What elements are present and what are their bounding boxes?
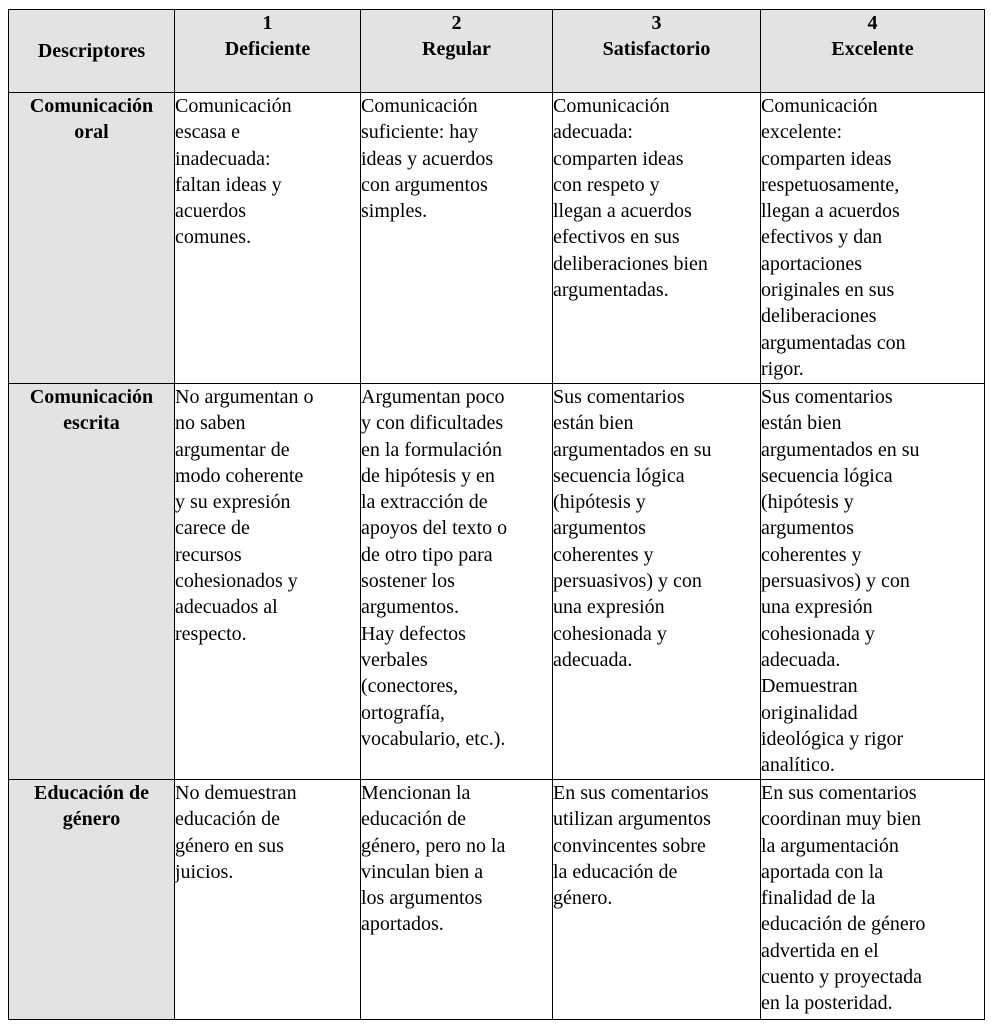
level-number: 3 <box>651 12 662 34</box>
level-label: Excelente <box>831 38 914 60</box>
cell-text: Comunicación escasa e inadecuada: faltan ideas y acuerdos comunes. <box>175 95 292 249</box>
header-level-4 <box>761 10 985 93</box>
rubric-table <box>8 9 985 1020</box>
cell-text: En sus comentarios utilizan argumentos convincentes sobre la educación de género. <box>553 782 711 910</box>
cell-deficiente <box>175 93 361 384</box>
cell-regular <box>361 93 553 384</box>
cell-satisfactorio <box>553 93 761 384</box>
cell-text: No demuestran educación de género en sus juicios. <box>175 782 297 883</box>
cell-text: Mencionan la educación de género, pero no la vinculan bien a los argumentos aportados. <box>361 782 506 936</box>
level-label: Satisfactorio <box>602 38 711 60</box>
level-number: 1 <box>262 12 273 34</box>
row-descriptor-label: Educación de género <box>33 782 150 830</box>
cell-satisfactorio <box>553 780 761 1020</box>
cell-text: Sus comentarios están bien argumentados en su secuencia lógica (hipótesis y argumentos coherentes y persuasivos) y con una expresión cohesionada y adecuada. <box>553 386 712 671</box>
row-descriptor-label: Comunicación escrita <box>29 386 154 434</box>
cell-regular <box>361 780 553 1020</box>
header-level-2 <box>361 10 553 93</box>
cell-excelente <box>761 93 985 384</box>
cell-deficiente <box>175 780 361 1020</box>
level-label: Regular <box>422 38 491 60</box>
cell-regular <box>361 384 553 780</box>
cell-deficiente <box>175 384 361 780</box>
cell-text: No argumentan o no saben argumentar de modo coherente y su expresión carece de recursos cohesionados y adecuados al respecto. <box>175 386 314 645</box>
row-educacion-genero <box>9 780 985 1020</box>
row-comunicacion-oral <box>9 93 985 384</box>
cell-satisfactorio <box>553 384 761 780</box>
header-level-1 <box>175 10 361 93</box>
cell-excelente <box>761 384 985 780</box>
cell-text: En sus comentarios coordinan muy bien la argumentación aportada con la finalidad de la educación de género advertida en el cuento y proyectada en la posteridad. <box>761 782 926 1015</box>
cell-text: Comunicación excelente: comparten ideas respetuosamente, llegan a acuerdos efectivos y dan aportaciones originales en sus deliberaciones argumentadas con rigor. <box>761 95 906 380</box>
row-descriptor-label: Comunicación oral <box>29 95 154 143</box>
cell-excelente <box>761 780 985 1020</box>
level-label: Deficiente <box>224 38 311 60</box>
header-row <box>9 10 985 93</box>
cell-text: Sus comentarios están bien argumentados en su secuencia lógica (hipótesis y argumentos coherentes y persuasivos) y con una expresión cohesionada y adecuada. Demuestran originalidad ideológica y rigor analítico. <box>761 386 920 777</box>
row-descriptor <box>9 384 175 780</box>
cell-text: Comunicación suficiente: hay ideas y acuerdos con argumentos simples. <box>361 95 494 223</box>
header-descriptores: Descriptores <box>9 10 175 93</box>
row-descriptor <box>9 93 175 384</box>
level-number: 2 <box>451 12 462 34</box>
header-level-3 <box>553 10 761 93</box>
cell-text: Comunicación adecuada: comparten ideas con respeto y llegan a acuerdos efectivos en sus deliberaciones bien argumentadas. <box>553 95 708 302</box>
level-number: 4 <box>867 12 878 34</box>
row-comunicacion-escrita <box>9 384 985 780</box>
cell-text: Argumentan poco y con dificultades en la formulación de hipótesis y en la extracción de apoyos del texto o de otro tipo para sostener los argumentos. Hay defectos verbales (conectores, ortografía, vocabulario, etc.). <box>361 386 508 750</box>
row-descriptor <box>9 780 175 1020</box>
